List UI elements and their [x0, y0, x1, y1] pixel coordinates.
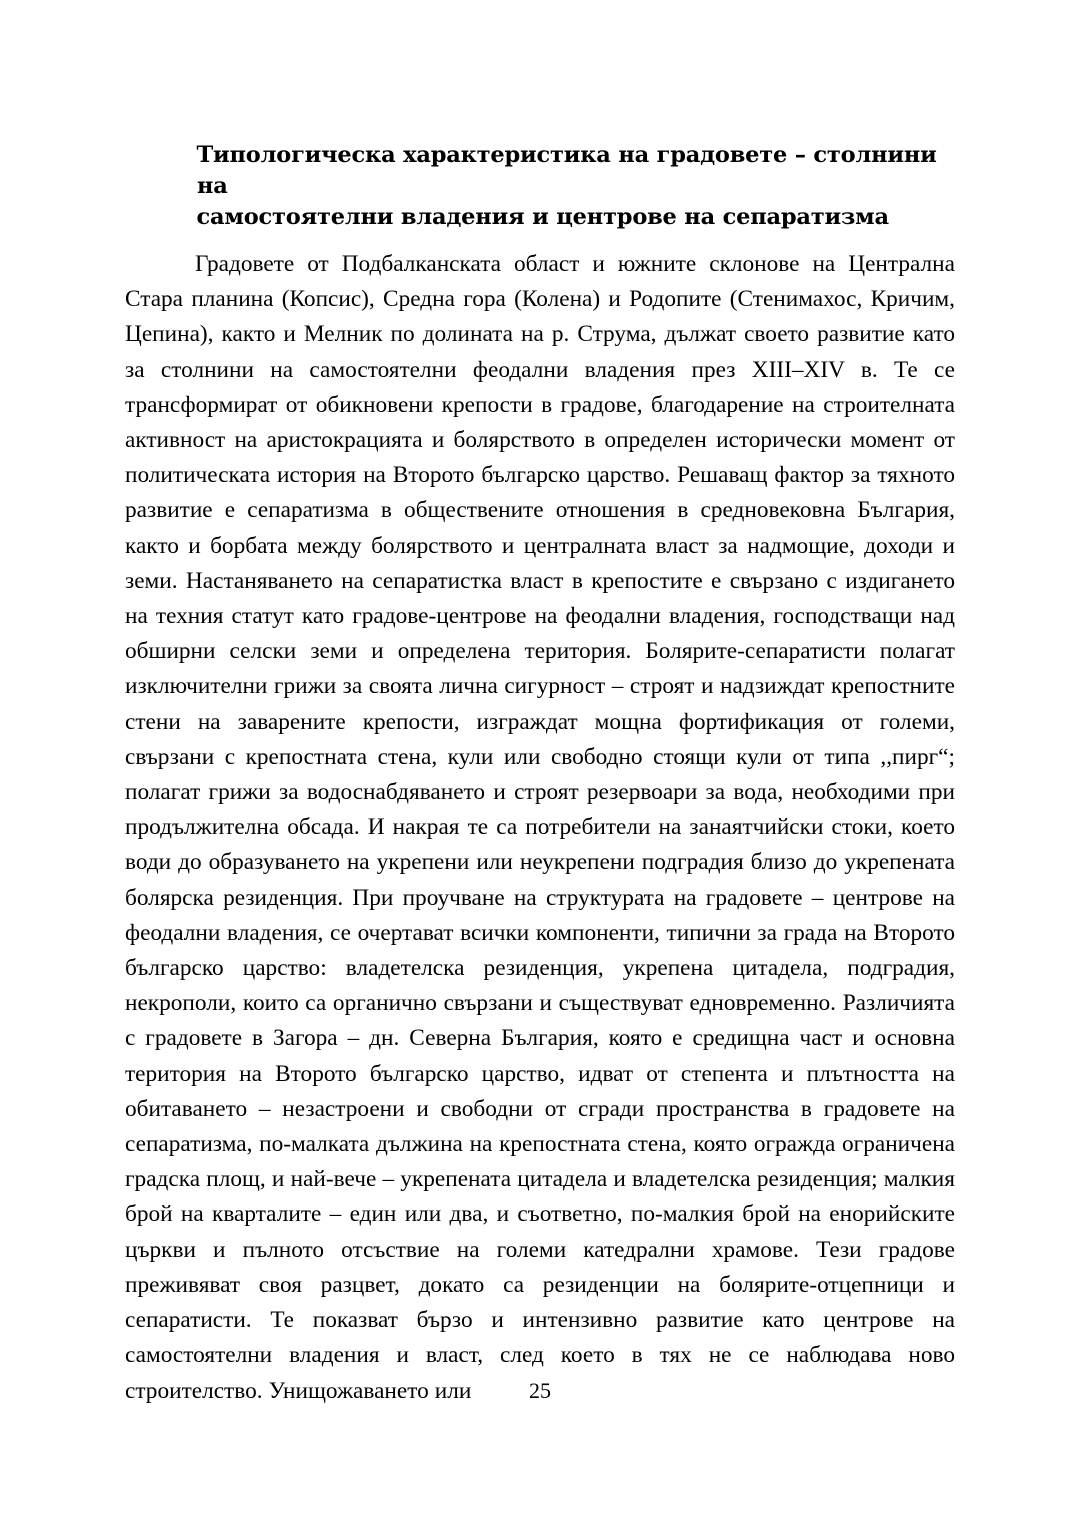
page-content: [125, 140, 955, 1409]
page-number: 25: [529, 1378, 551, 1403]
section-heading-line-2: самостоятелни владения и центрове на сепаратизма: [196, 204, 889, 230]
section-heading: [125, 140, 955, 233]
body-paragraph: Градовете от Подбалканската област и южните склонове на Централна Стара планина (Копсис), Средна гора (Колена) и Родопите (Стенимахос, Кричим, Цепина), както и Мелник по долината на р. Струма, дължат своето развитие като за столнини на самостоятелни феодални владения през XIII–XIV в. Те се трансформират от обикновени крепости в градове, благодарение на строителната активност на аристокрацията и болярството в определен исторически момент от политическата история на Второто българско царство. Решаващ фактор за тяхното развитие е сепаратизма в обществените отношения в средновековна България, както и борбата между болярството и централната власт за надмощие, доходи и земи. Настаняването на сепаратистка власт в крепостите е свързано с издигането на техния статут като градове-центрове на феодални владения, господстващи над обширни селски земи и определена територия. Болярите-сепаратисти полагат изключителни грижи за своята лична сигурност – строят и надзиждат крепостните стени на заварените крепости, изграждат мощна фортификация от големи, свързани с крепостната стена, кули или свободно стоящи кули от типа ,,пирг“; полагат грижи за водоснабдяването и строят резервоари за вода, необходими при продължителна обсада. И накрая те са потребители на занаятчийски стоки, което води до образуването на укрепени или неукрепени подградия близо до укрепената болярска резиденция. При проучване на структурата на градовете – центрове на феодални владения, се очертават всички компоненти, типични за града на Второто българско царство: владетелска резиденция, укрепена цитадела, подградия, некрополи, които са органично свързани и съществуват едновременно. Различията с градовете в Загора – дн. Северна България, която е средищна част и основна територия на Второто българско царство, идват от степента и плътността на обитаването – незастроени и свободни от сгради пространства в градовете на сепаратизма, по-малката дължина на крепостната стена, която огражда ограничена градска площ, и най-вече – укрепената цитадела и владетелска резиденция; малкия брой на кварталите – един или два, и съответно, по-малкия брой на енорийските църкви и пълното отсъствие на големи катедрални храмове. Тези градове преживяват своя разцвет, докато са резиденции на болярите-отцепници и сепаратисти. Те показват бързо и интензивно развитие като центрове на самостоятелни владения и власт, след което в тях не се наблюдава ново строителство. Унищожаването или: [125, 251, 955, 1404]
section-heading-line-1: Типологическа характеристика на градовете – столнини на: [196, 142, 937, 199]
